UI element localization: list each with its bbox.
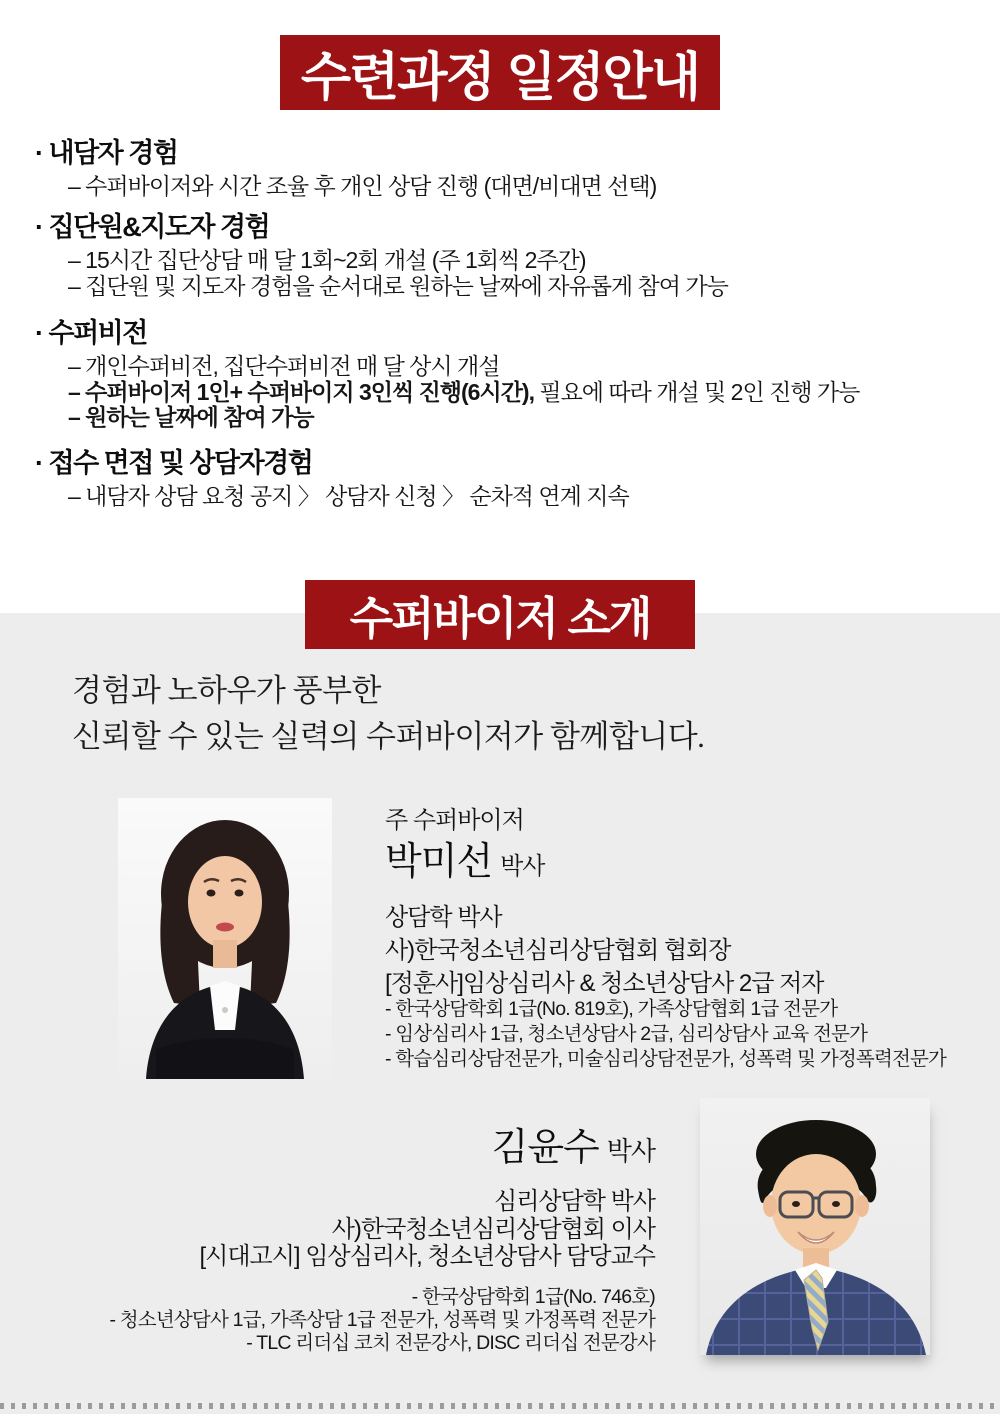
supervisor1-name: 박미선 xyxy=(385,841,493,883)
section-item xyxy=(68,484,975,510)
dotted-divider xyxy=(0,1403,1000,1409)
credential-line: 상담학 박사 xyxy=(385,904,502,931)
supervisor2-photo xyxy=(700,1098,930,1355)
section-title xyxy=(35,318,975,348)
bullet: · xyxy=(35,318,43,348)
section-title xyxy=(35,448,975,478)
woman-portrait-illustration xyxy=(118,798,332,1079)
bullet: · xyxy=(35,448,43,478)
section-supervision xyxy=(35,318,975,431)
detail-line: - 한국상담학회 1급(No. 746호) xyxy=(411,1286,655,1308)
detail-line: - 학습심리상담전문가, 미술심리상담전문가, 성폭력 및 가정폭력전문가 xyxy=(385,1048,947,1070)
section-group-leader-experience xyxy=(35,212,975,299)
section-title-text: 접수 면접 및 상담자경험 xyxy=(48,448,313,478)
section-client-experience xyxy=(35,138,975,200)
supervisor1-role-label: 주 수퍼바이저 xyxy=(385,807,524,834)
supervisor1-credentials xyxy=(385,901,824,1000)
man-portrait-illustration xyxy=(700,1098,930,1355)
supervisors-banner xyxy=(305,580,695,649)
section-title xyxy=(35,138,975,168)
supervisor2-degree: 박사 xyxy=(606,1136,655,1166)
supervisor2-credentials xyxy=(55,1188,655,1271)
section-title xyxy=(35,212,975,242)
intro-line-1: 경험과 노하우가 풍부한 xyxy=(72,673,381,708)
section-item xyxy=(68,405,975,431)
item-text: 필요에 따라 개설 및 2인 진행 가능 xyxy=(533,378,860,405)
supervisor2-name: 김윤수 xyxy=(491,1127,599,1169)
credential-line: 사)한국청소년심리상담협회 이사 xyxy=(331,1215,655,1243)
supervisor1-details xyxy=(385,997,946,1072)
item-text: – 수퍼바이저와 시간 조율 후 개인 상담 진행 (대면/비대면 선택) xyxy=(68,173,657,199)
section-item xyxy=(68,380,975,406)
intro-text xyxy=(72,668,704,760)
section-item xyxy=(68,174,975,200)
detail-line: - 청소년상담사 1급, 가족상담 1급 전문가, 성폭력 및 가정폭력 전문가 xyxy=(109,1309,655,1331)
section-intake-counselor-experience xyxy=(35,448,975,510)
detail-line: - TLC 리더십 코치 전문강사, DISC 리더십 전문강사 xyxy=(246,1332,655,1354)
supervisors-banner-title: 수퍼바이저 소개 xyxy=(349,593,651,644)
section-title-text: 수퍼비전 xyxy=(48,318,147,348)
detail-line: - 임상심리사 1급, 청소년상담사 2급, 심리상담사 교육 전문가 xyxy=(385,1023,868,1045)
item-bold-part: – 수퍼바이저 1인+ 수퍼바이지 3인씩 진행(6시간), xyxy=(68,378,534,405)
supervisor2-name-row xyxy=(492,1116,655,1171)
section-item xyxy=(68,274,975,300)
credential-line: [정훈사]임상심리사 & 청소년상담사 2급 저자 xyxy=(385,970,824,997)
section-item xyxy=(68,354,975,380)
section-item xyxy=(68,248,975,274)
item-text: – 개인수퍼비전, 집단수퍼비전 매 달 상시 개설 xyxy=(68,353,500,379)
supervisor1-degree: 박사 xyxy=(500,853,545,880)
intro-line-2: 신뢰할 수 있는 실력의 수퍼바이저가 함께합니다. xyxy=(72,719,705,754)
schedule-banner-title: 수련과정 일정안내 xyxy=(300,49,700,107)
item-text: – 집단원 및 지도자 경험을 순서대로 원하는 날짜에 자유롭게 참여 가능 xyxy=(68,272,728,299)
section-title-text: 집단원&지도자 경험 xyxy=(48,212,270,242)
credential-line: [시대고시] 임상심리사, 청소년상담사 담당교수 xyxy=(199,1243,655,1270)
section-title-text: 내담자 경험 xyxy=(48,138,178,168)
supervisor1-name-row xyxy=(385,830,545,885)
credential-line: 심리상담학 박사 xyxy=(494,1188,655,1215)
supervisor1-photo xyxy=(118,798,332,1079)
bullet: · xyxy=(35,138,43,168)
credential-line: 사)한국청소년심리상담협회 협회장 xyxy=(385,937,731,964)
item-text: – 내담자 상담 요청 공지 〉 상담자 신청 〉 순차적 연계 지속 xyxy=(68,483,629,509)
bullet: · xyxy=(35,212,43,242)
item-bold-part: – 원하는 날짜에 참여 가능 xyxy=(68,404,314,430)
supervisor2-details xyxy=(55,1286,655,1355)
detail-line: - 한국상담학회 1급(No. 819호), 가족상담협회 1급 전문가 xyxy=(385,998,838,1020)
item-text: – 15시간 집단상담 매 달 1회~2회 개설 (주 1회씩 2주간) xyxy=(68,247,586,273)
schedule-banner xyxy=(280,35,720,110)
